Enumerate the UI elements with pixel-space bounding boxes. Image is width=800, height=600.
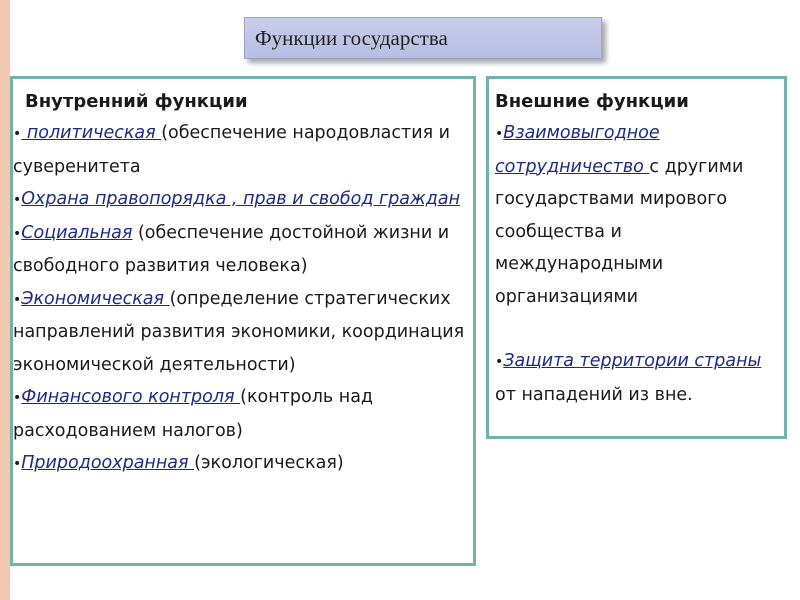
internal-functions-heading: Внутренний функции [25,91,248,112]
bullet-icon: • [13,126,22,142]
bullet-icon: • [495,126,504,142]
bullet-icon: • [495,354,504,370]
function-description: (обеспечение достойной жизни и свободного развития человека) [13,222,450,276]
bullet-icon: • [13,291,22,308]
function-term-link[interactable]: Финансового контроля [21,387,241,407]
external-functions-heading: Внешние функции [495,91,689,112]
function-term-link[interactable]: Социальная [21,222,133,243]
function-term-link[interactable]: Природоохранная [21,453,195,473]
list-item [495,345,780,411]
bullet-icon: • [13,192,22,208]
decorative-side-bar [0,0,10,600]
internal-functions-panel [10,76,476,566]
list-item [13,447,469,481]
spacer [495,313,780,345]
function-description: (контроль над расходованием налогов) [13,387,374,441]
function-description: (экологическая) [194,453,344,473]
list-item [13,283,469,382]
bullet-icon: • [13,456,22,472]
function-description: с другими государствами мирового сообщества и международными организациями [495,156,744,307]
function-term-link[interactable]: Экономическая [21,288,170,309]
function-description: (определение стратегических направлений развития экономики, координация экономической деятельности) [13,288,465,375]
function-term-link[interactable]: Охрана правопорядка , прав и свобод граждан [21,189,461,209]
function-term-link[interactable]: Взаимовыгодное сотрудничество [495,123,660,177]
function-term-link[interactable]: Защита территории страны [503,351,762,371]
list-item [495,117,780,313]
function-term-link[interactable]: политическая [21,123,162,143]
external-functions-panel [486,76,787,439]
list-item [13,183,469,217]
bullet-icon: • [13,390,22,406]
function-description: от нападений из вне. [495,384,693,405]
slide-title: Функции государства [244,17,602,59]
list-item [13,381,469,447]
list-item [13,117,469,183]
bullet-icon: • [13,225,22,242]
function-description: (обеспечение народовластия и суверенитета [13,123,451,177]
list-item [13,217,469,283]
